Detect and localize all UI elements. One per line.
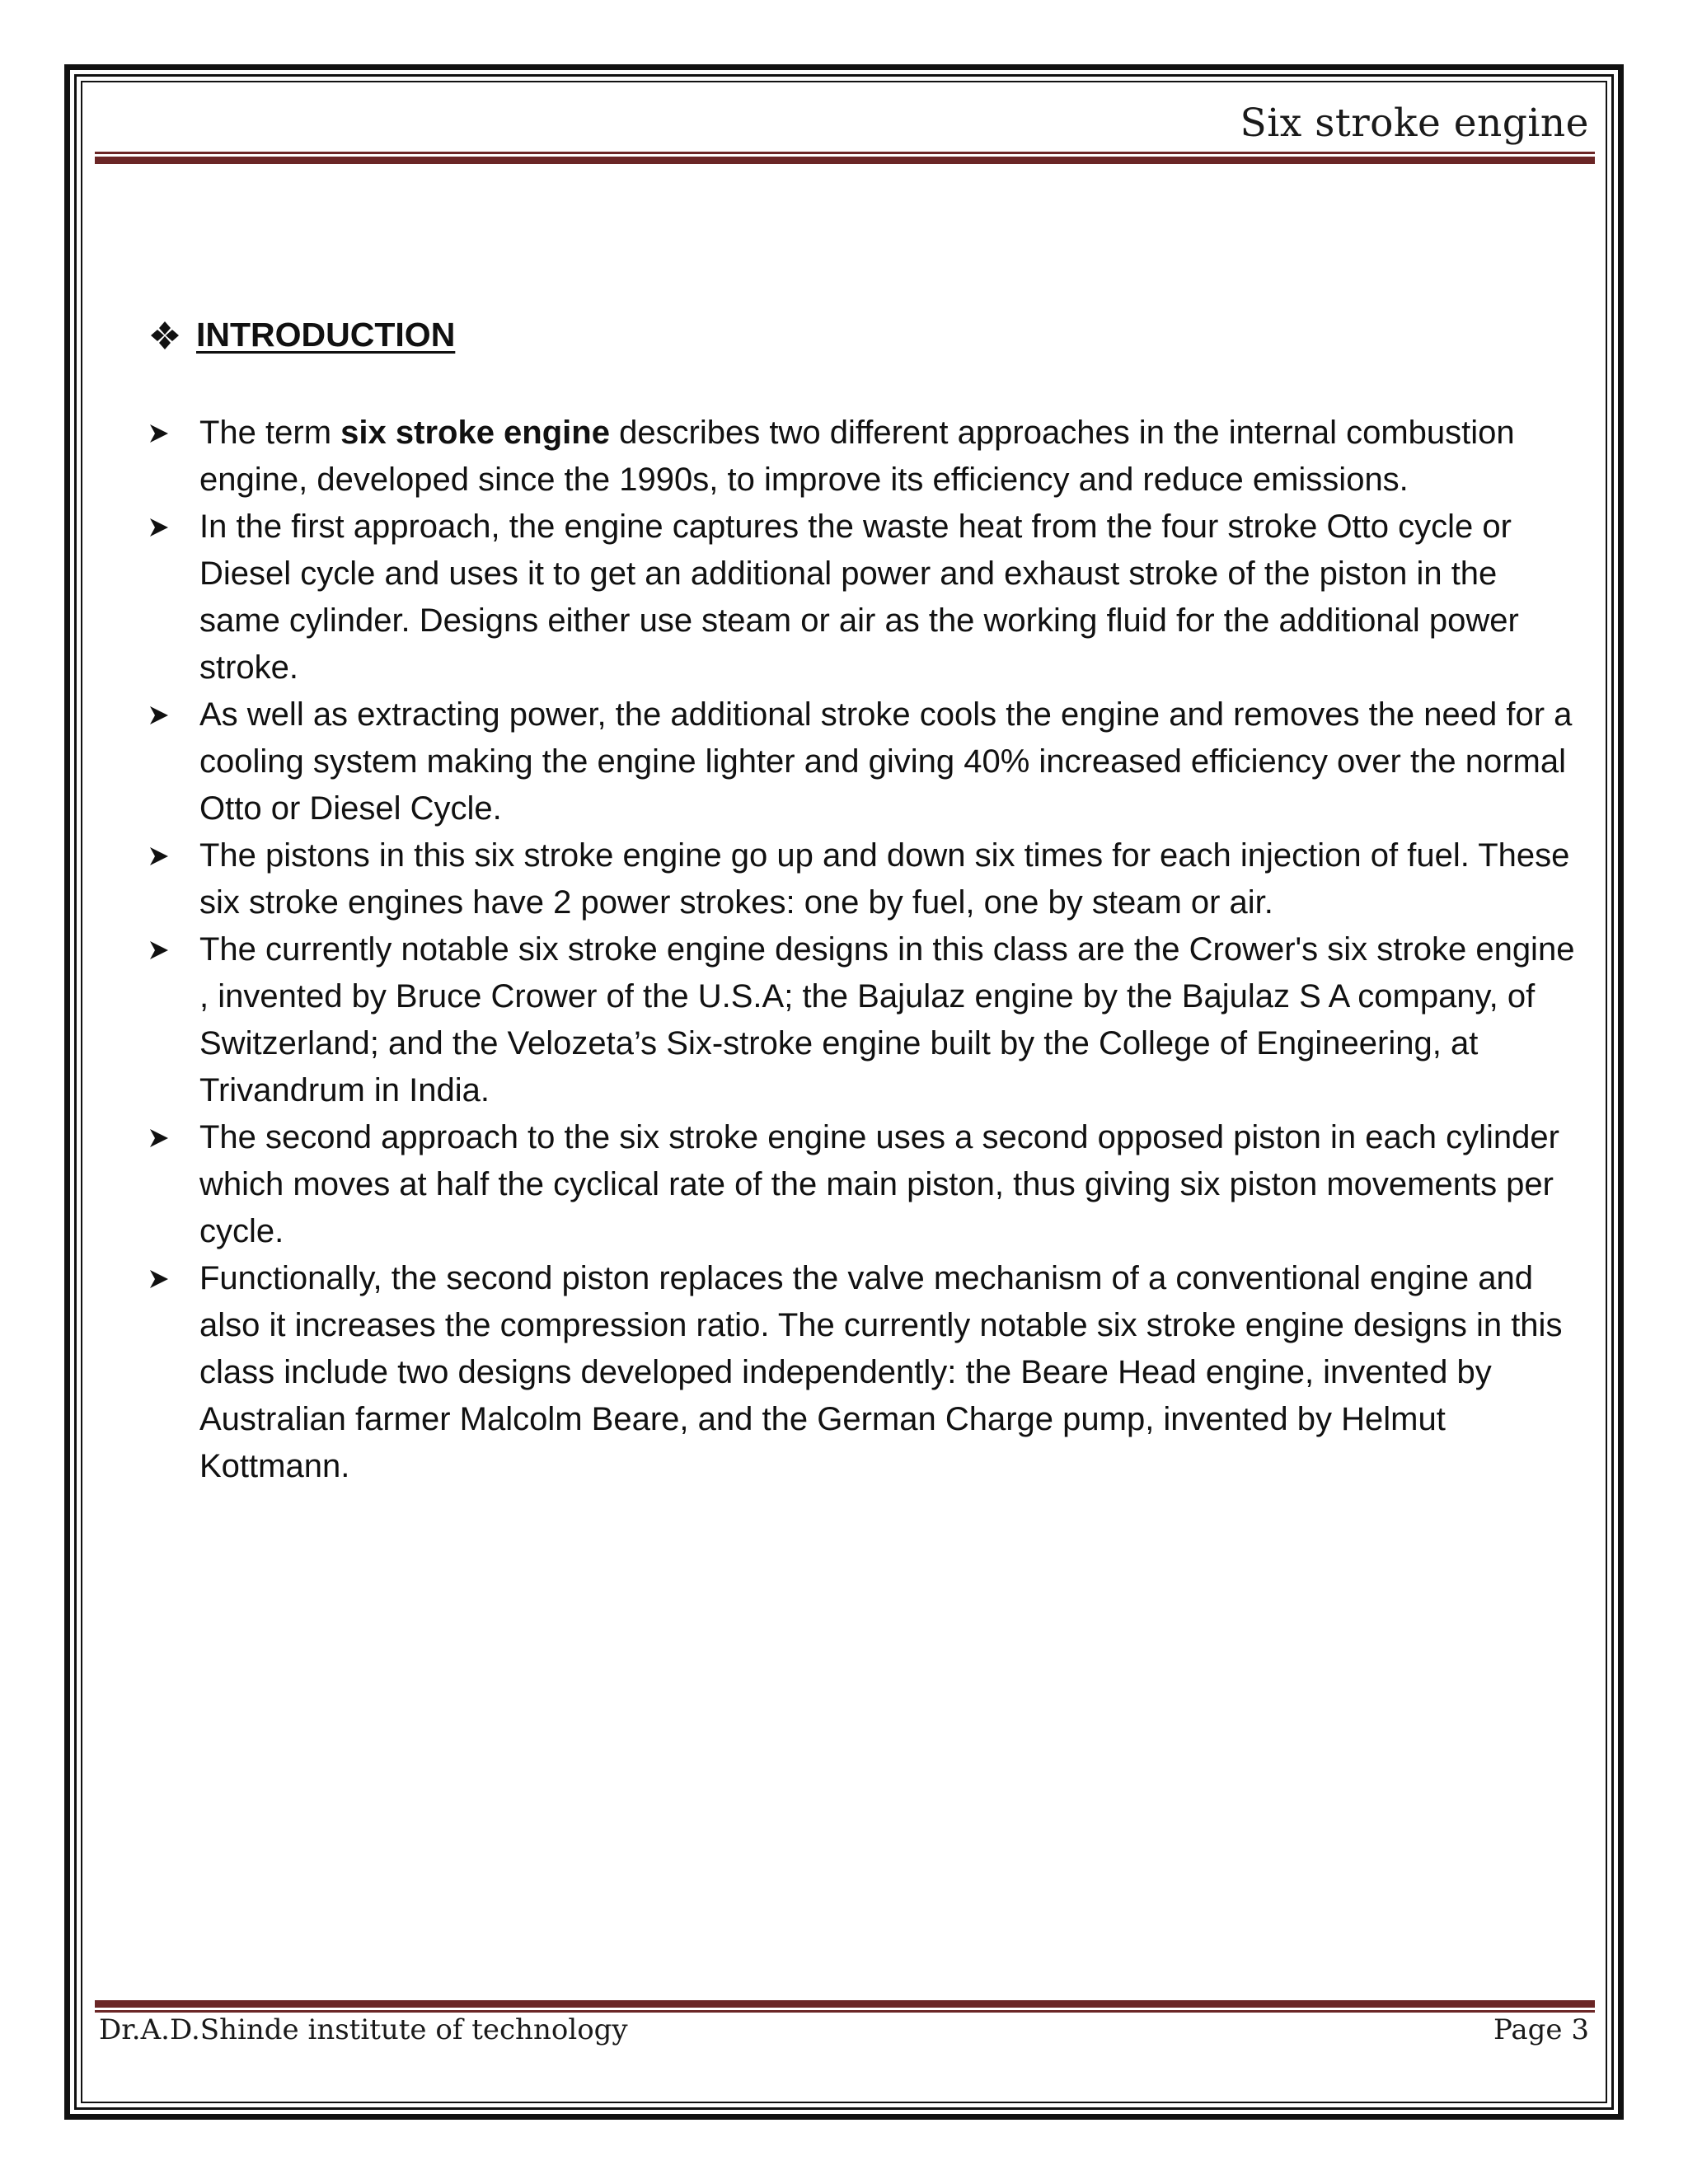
section-heading xyxy=(148,312,1582,359)
main-content xyxy=(148,312,1582,1490)
list-item xyxy=(148,691,1582,832)
bullet-list xyxy=(148,410,1582,1490)
list-item-text xyxy=(199,832,1582,926)
arrowhead-bullet-icon xyxy=(148,1114,199,1161)
list-item-text-pre: As well as extracting power, the additional stroke cools the engine and removes the need for a cooling system making the engine lighter and giving 40% increased efficiency over the normal Otto or Diesel Cycle. xyxy=(199,696,1573,827)
list-item-text xyxy=(199,926,1582,1114)
list-item-text xyxy=(199,1255,1582,1490)
list-item-text-pre: The currently notable six stroke engine designs in this class are the Crower's six stroke engine , invented by Bruce Crower of the U.S.A; the Bajulaz engine by the Bajulaz S A company, of Switzerland; and the Velozeta’s Six-stroke engine built by the College of Engineering, at Trivandrum in India. xyxy=(199,931,1575,1108)
four-diamond-bullet-icon xyxy=(148,319,181,352)
header-title: Six stroke engine xyxy=(1240,101,1589,146)
footer-institute: Dr.A.D.Shinde institute of technology xyxy=(99,2013,628,2046)
header-rule-thick xyxy=(95,157,1595,164)
list-item xyxy=(148,1114,1582,1255)
list-item xyxy=(148,926,1582,1114)
list-item xyxy=(148,832,1582,926)
list-item-text-pre: In the first approach, the engine captures the waste heat from the four stroke Otto cycle or Diesel cycle and uses it to get an additional power and exhaust stroke of the piston in the same cylinder. Designs either use steam or air as the working fluid for the additional power stroke. xyxy=(199,509,1519,686)
footer-rule-thin xyxy=(95,2010,1595,2013)
list-item xyxy=(148,504,1582,691)
arrowhead-bullet-icon xyxy=(148,832,199,879)
list-item-text-pre: Functionally, the second piston replaces the valve mechanism of a conventional engine and also it increases the compression ratio. The currently notable six stroke engine designs in this class include two designs developed independently: the Beare Head engine, invented by Australian farmer Malcolm Beare, and the German Charge pump, invented by Helmut Kottmann. xyxy=(199,1260,1563,1484)
footer-rule-thick xyxy=(95,2000,1595,2008)
arrowhead-bullet-icon xyxy=(148,410,199,457)
arrowhead-bullet-icon xyxy=(148,504,199,551)
list-item-text-pre: The second approach to the six stroke engine uses a second opposed piston in each cylinder which moves at half the cyclical rate of the main piston, thus giving six piston movements per cycle. xyxy=(199,1119,1559,1249)
section-heading-text: INTRODUCTION xyxy=(196,316,456,354)
header-rule-thin xyxy=(95,152,1595,154)
list-item-text xyxy=(199,504,1582,691)
list-item-text-pre: The pistons in this six stroke engine go up and down six times for each injection of fuel. These six stroke engines have 2 power strokes: one by fuel, one by steam or air. xyxy=(199,837,1570,921)
list-item xyxy=(148,1255,1582,1490)
list-item-text-pre: The term xyxy=(199,415,341,451)
list-item-text xyxy=(199,691,1582,832)
list-item-emphasis: six stroke engine xyxy=(340,415,610,451)
list-item-text xyxy=(199,410,1582,504)
list-item-text-post: describes two different approaches in the internal combustion engine, developed since the 1990s, to improve its efficiency and reduce emissions. xyxy=(199,415,1515,498)
footer-page-number: Page 3 xyxy=(1493,2013,1589,2046)
arrowhead-bullet-icon xyxy=(148,1255,199,1302)
list-item-text xyxy=(199,1114,1582,1255)
list-item xyxy=(148,410,1582,504)
arrowhead-bullet-icon xyxy=(148,926,199,973)
arrowhead-bullet-icon xyxy=(148,691,199,738)
